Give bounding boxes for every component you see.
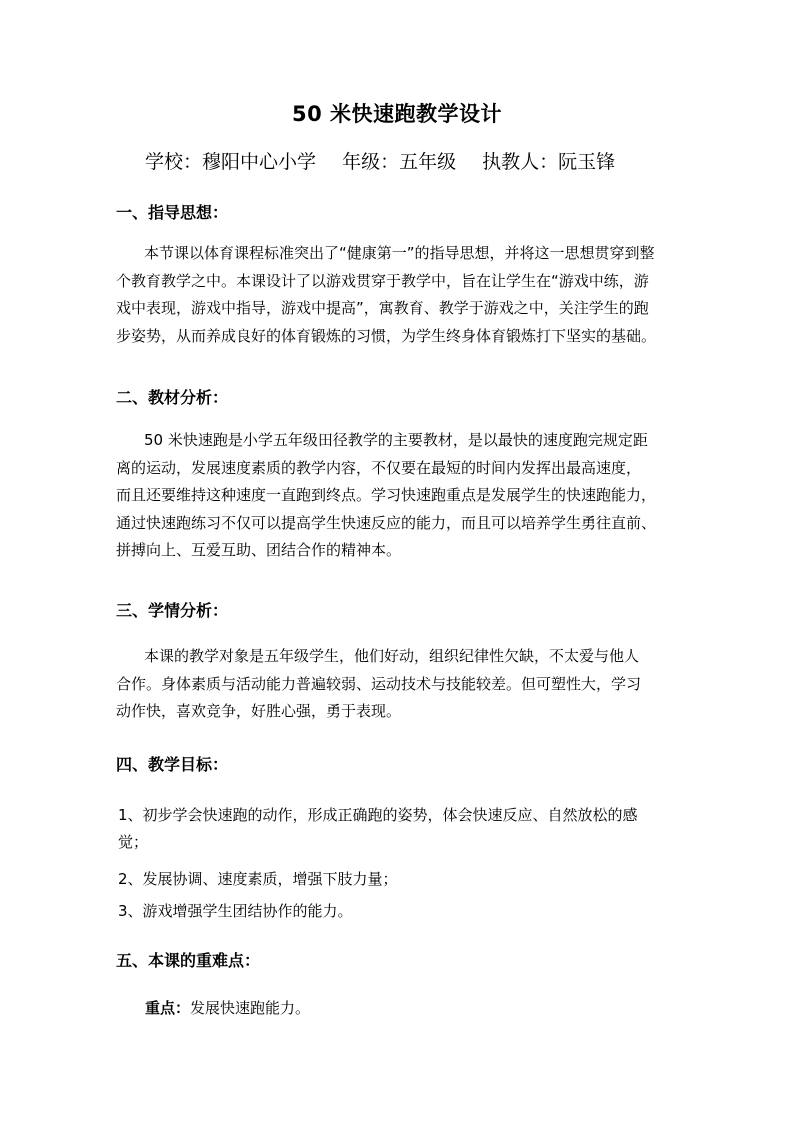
paragraph-line: 戏中表现，游戏中指导，游戏中提高”，寓教育、教学于游戏之中，关注学生的跑 [116, 299, 649, 317]
key-point-label: 重点： [145, 999, 191, 1017]
section-heading-teaching-goals: 四、教学目标： [116, 755, 229, 774]
paragraph-line: 合作。身体素质与活动能力普遍较弱、运动技术与技能较差。但可塑性大，学习 [116, 674, 642, 693]
section-heading-key-points: 五、本课的重难点： [116, 951, 261, 970]
section-paragraph-student-analysis [116, 643, 684, 726]
meta-school: 学校：穆阳中心小学 [145, 151, 317, 173]
paragraph-line: 步姿势，从而养成良好的体育锻炼的习惯，为学生终身体育锻炼打下坚实的基础。 [116, 326, 657, 345]
goal-item-line: 觉； [118, 833, 149, 851]
goal-item-1 [118, 802, 684, 856]
paragraph-line: 本课的教学对象是五年级学生，他们好动，组织纪律性欠缺，不太爱与他人 [144, 647, 640, 665]
paragraph-line: 离的运动，发展速度素质的教学内容，不仅要在最短的时间内发挥出最高速度， [116, 458, 642, 477]
section-paragraph-material-analysis [116, 427, 684, 565]
paragraph-line: 个教育教学之中。本课设计了以游戏贯穿于教学中，旨在让学生在“游戏中练，游 [116, 271, 649, 290]
goal-item-3 [118, 898, 684, 925]
section-heading-student-analysis: 三、学情分析： [116, 601, 229, 620]
paragraph-line: 50 米快速跑是小学五年级田径教学的主要教材，是以最快的速度跑完规定距 [144, 431, 648, 449]
key-point [145, 997, 310, 1018]
paragraph-line: 通过快速跑练习不仅可以提高学生快速反应的能力，而且可以培养学生勇往直前、 [116, 513, 657, 532]
goal-item-line: 3、游戏增强学生团结协作的能力。 [118, 902, 353, 920]
goal-item-2 [118, 866, 684, 893]
document-meta [145, 147, 635, 174]
section-heading-material-analysis: 二、教材分析： [116, 388, 229, 407]
paragraph-line: 动作快，喜欢竞争，好胜心强，勇于表现。 [116, 702, 402, 720]
paragraph-line: 而且还要维持这种速度一直跑到终点。学习快速跑重点是发展学生的快速跑能力， [116, 486, 657, 504]
document-title: 50 米快速跑教学设计 [291, 102, 503, 126]
section-heading-guiding-idea: 一、指导思想： [116, 203, 229, 222]
key-point-text: 发展快速跑能力。 [190, 999, 311, 1017]
goal-item-line: 1、初步学会快速跑的动作，形成正确跑的姿势，体会快速反应、自然放松的感 [118, 806, 638, 824]
paragraph-line: 本节课以体育课程标准突出了“健康第一”的指导思想，并将这一思想贯穿到整 [144, 244, 655, 262]
section-paragraph-guiding-idea [116, 240, 684, 350]
meta-grade: 年级：五年级 [342, 151, 457, 173]
goal-item-line: 2、发展协调、速度素质，增强下肢力量； [118, 870, 398, 888]
meta-teacher: 执教人：阮玉锋 [482, 151, 616, 173]
paragraph-line: 拼搏向上、互爱互助、团结合作的精神本。 [116, 541, 402, 559]
